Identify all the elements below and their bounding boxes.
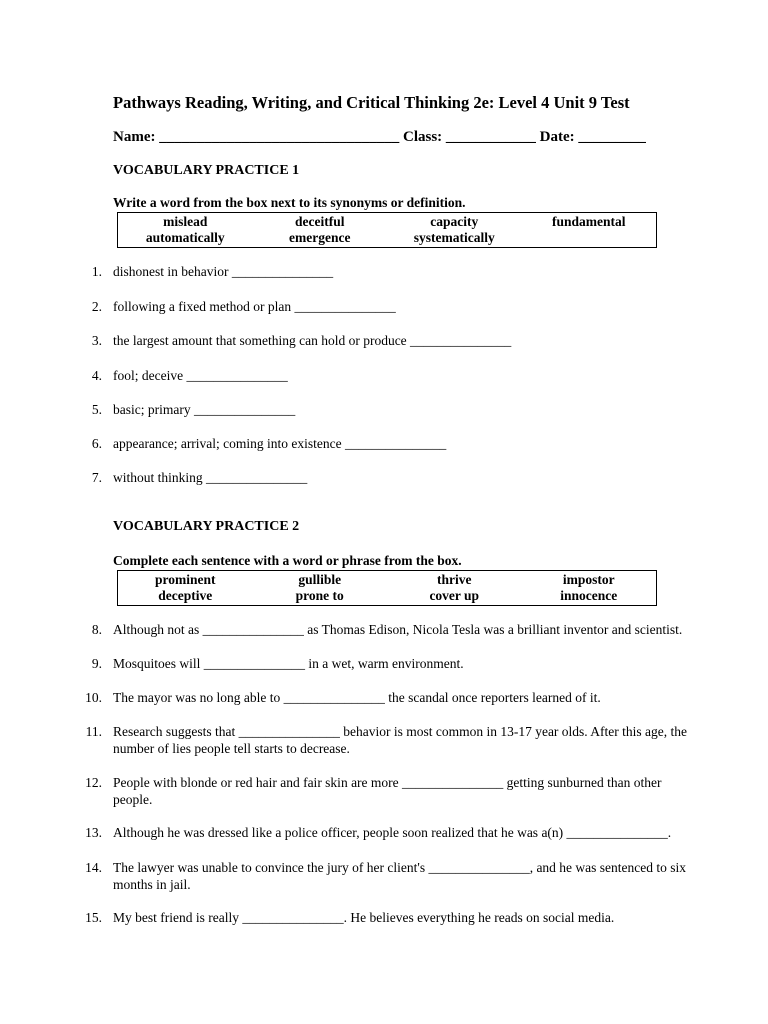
word-box-row	[118, 588, 656, 604]
question-number: 15.	[85, 910, 102, 925]
question-text: Mosquitoes will _______________ in a wet, warm environment.	[113, 656, 464, 671]
question-number: 6.	[91, 436, 102, 451]
question-number: 7.	[91, 470, 102, 485]
section-1-instruction: Write a word from the box next to its synonyms or definition.	[113, 195, 466, 210]
box-word: automatically	[145, 230, 225, 245]
question-number: 3.	[91, 333, 102, 348]
question-text: Although he was dressed like a police officer, people soon realized that he was a(n) _______________.	[113, 825, 672, 840]
question-text: People with blonde or red hair and fair skin are more _______________ getting sunburned than other people.	[113, 775, 662, 807]
section-2-title: VOCABULARY PRACTICE 2	[113, 519, 300, 534]
box-word: impostor	[562, 572, 615, 587]
question-text: without thinking _______________	[113, 470, 308, 485]
question-text: dishonest in behavior _______________	[113, 264, 334, 279]
box-word: thrive	[437, 572, 472, 587]
box-word: fundamental	[551, 214, 626, 229]
section-1-title: VOCABULARY PRACTICE 1	[113, 163, 300, 178]
box-word: gullible	[298, 572, 342, 587]
question-number: 11.	[85, 724, 102, 739]
word-box-row	[118, 572, 656, 588]
question-number: 1.	[91, 264, 102, 279]
question-text: The mayor was no long able to _______________ the scandal once reporters learned of it.	[113, 690, 601, 705]
question-number: 2.	[91, 299, 102, 314]
question-number: 8.	[91, 622, 102, 637]
name-class-date-line: Name: ________________________________ Class: ____________ Date: _________	[113, 129, 646, 145]
box-word: deceitful	[295, 214, 345, 229]
box-word: prominent	[154, 572, 216, 587]
box-word: deceptive	[158, 588, 213, 603]
box-word: systematically	[413, 230, 495, 245]
question-text: My best friend is really _______________. He believes everything he reads on social media.	[113, 910, 615, 925]
question-text: Research suggests that _______________ behavior is most common in 13-17 year olds. After this age, the number of lies people tell starts to decrease.	[113, 724, 688, 756]
box-word: prone to	[295, 588, 344, 603]
question-text: basic; primary _______________	[113, 402, 296, 417]
question-text: Although not as _______________ as Thomas Edison, Nicola Tesla was a brilliant inventor and scientist.	[113, 622, 683, 637]
word-box-1	[117, 212, 657, 248]
question-number: 13.	[85, 825, 102, 840]
question-text: the largest amount that something can hold or produce _______________	[113, 333, 512, 348]
question-number: 12.	[85, 775, 102, 790]
question-number: 9.	[91, 656, 102, 671]
box-word	[522, 230, 657, 246]
question-text: following a fixed method or plan _______________	[113, 299, 396, 314]
box-word: capacity	[430, 214, 479, 229]
box-word: emergence	[289, 230, 351, 245]
question-number: 14.	[85, 860, 102, 875]
word-box-row	[118, 214, 656, 230]
box-word: cover up	[429, 588, 480, 603]
question-number: 4.	[91, 368, 102, 383]
box-word: innocence	[560, 588, 618, 603]
question-number: 5.	[91, 402, 102, 417]
word-box-2	[117, 570, 657, 606]
word-box-row	[118, 230, 656, 246]
page-title: Pathways Reading, Writing, and Critical Thinking 2e: Level 4 Unit 9 Test	[113, 93, 630, 112]
question-text: fool; deceive _______________	[113, 368, 288, 383]
box-word: mislead	[163, 214, 208, 229]
question-text: The lawyer was unable to convince the jury of her client's _______________, and he was sentenced to six months in jail.	[113, 860, 687, 892]
section-2-instruction: Complete each sentence with a word or phrase from the box.	[113, 553, 462, 568]
question-text: appearance; arrival; coming into existence _______________	[113, 436, 447, 451]
question-number: 10.	[85, 690, 102, 705]
